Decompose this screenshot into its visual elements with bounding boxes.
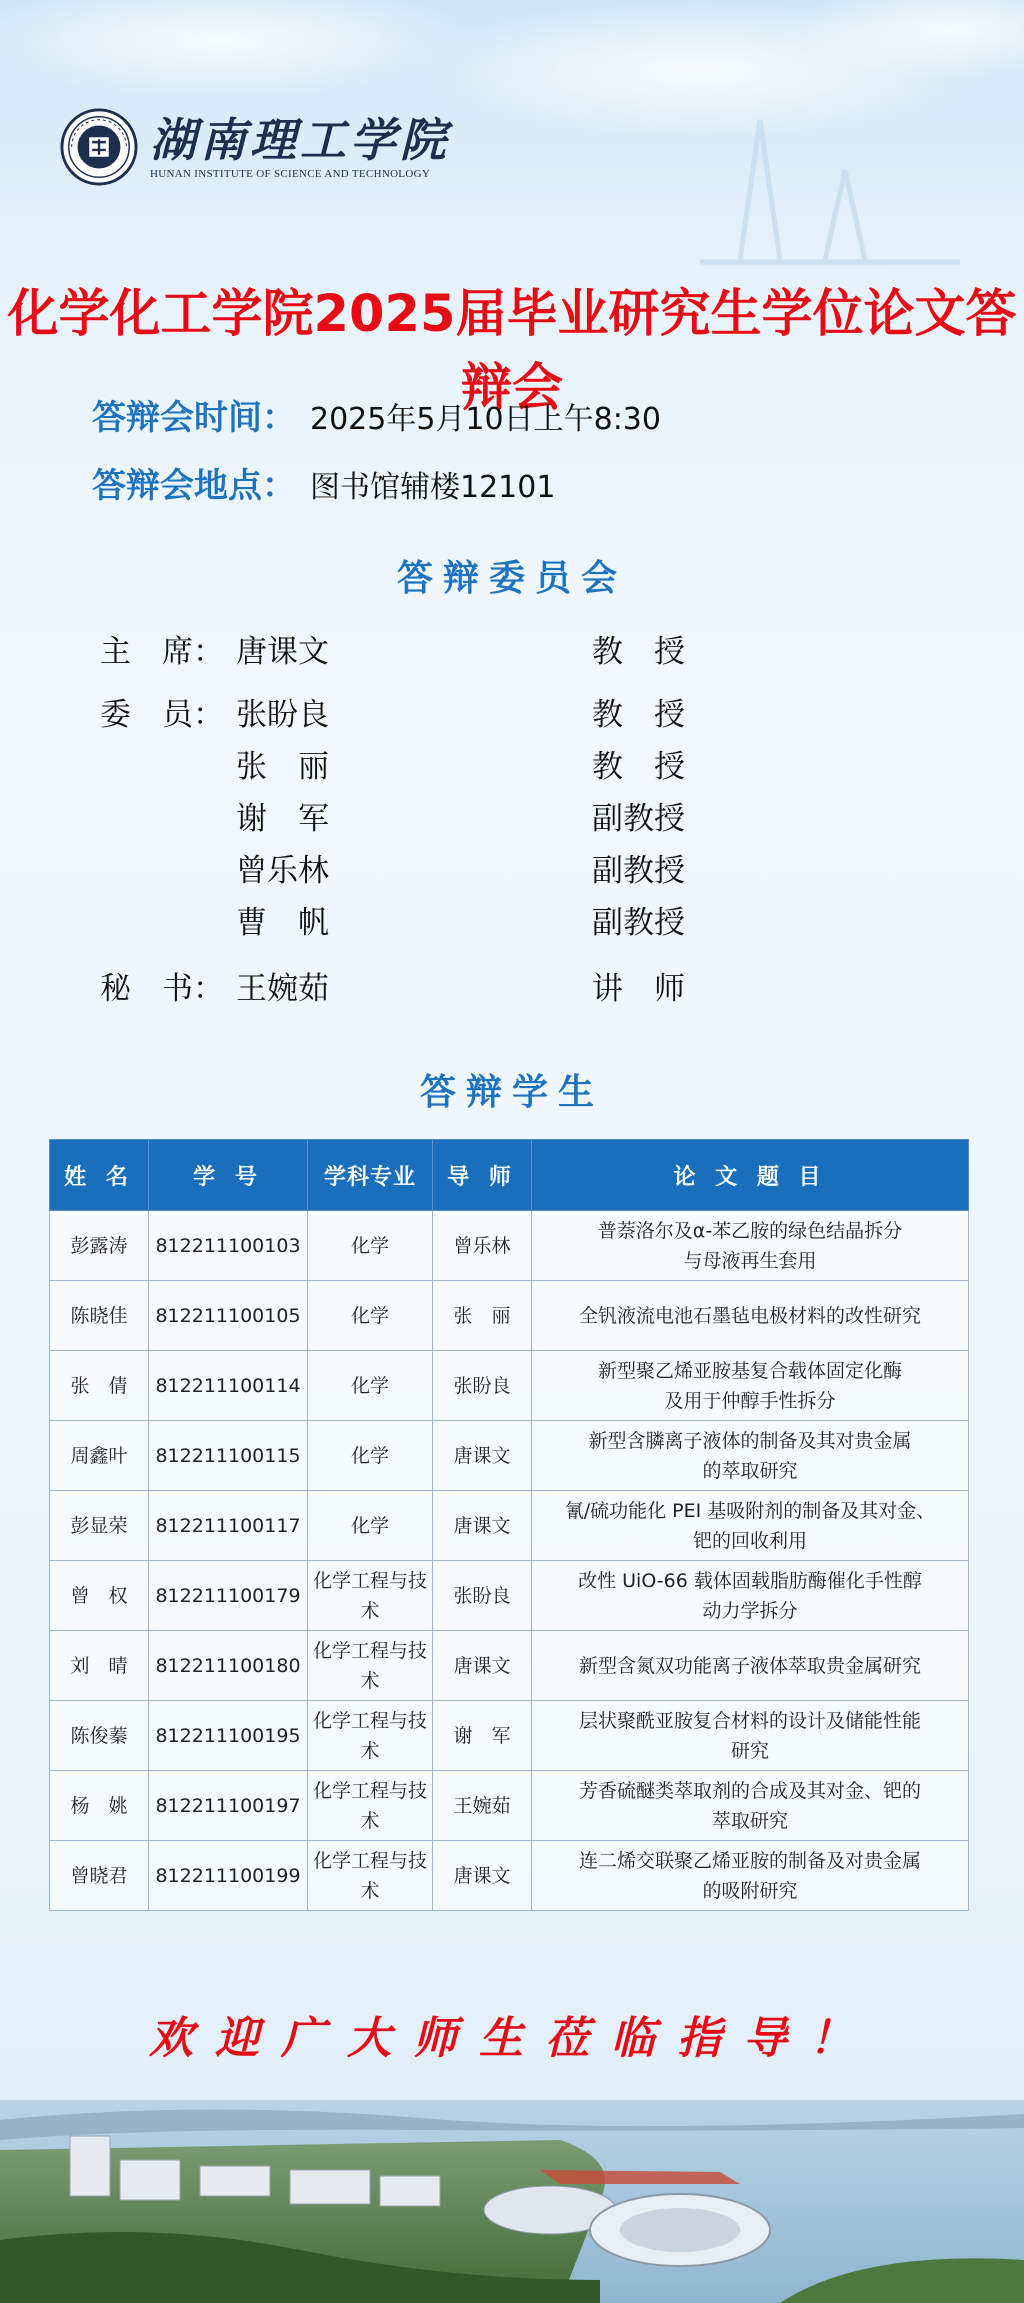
thesis-topic	[532, 1491, 969, 1561]
students-table	[49, 1139, 969, 1911]
welcome-banner: 欢迎广大师生莅临指导！	[149, 2013, 875, 2064]
table-row	[50, 1771, 969, 1841]
student-major: 化学工程与技术	[308, 1841, 433, 1911]
student-name: 周鑫叶	[50, 1421, 149, 1491]
thesis-topic-line: 新型含氮双功能离子液体萃取贵金属研究	[578, 1654, 921, 1677]
thesis-topic-line: 研究	[730, 1739, 769, 1762]
committee-role: 委 员：	[100, 697, 224, 733]
table-row	[50, 1351, 969, 1421]
committee-member: 曾乐林	[236, 853, 329, 889]
committee-role: 主 席：	[100, 634, 224, 670]
student-id: 812211100103	[149, 1211, 308, 1281]
school-name-en: HUNAN INSTITUTE OF SCIENCE AND TECHNOLOGY	[150, 168, 431, 180]
student-major: 化学工程与技术	[308, 1561, 433, 1631]
thesis-topic	[532, 1561, 969, 1631]
committee-title: 副教授	[592, 905, 685, 941]
students-heading: 答辩学生	[419, 1071, 604, 1113]
student-major: 化学	[308, 1211, 433, 1281]
bridge-icon	[700, 120, 960, 262]
thesis-topic	[532, 1631, 969, 1701]
student-name: 曾晓君	[50, 1841, 149, 1911]
student-major: 化学	[308, 1491, 433, 1561]
student-id: 812211100197	[149, 1771, 308, 1841]
student-advisor: 唐课文	[433, 1421, 532, 1491]
committee-role: 秘 书：	[100, 971, 224, 1007]
committee-title: 教 授	[592, 749, 685, 785]
column-header: 导 师	[433, 1140, 532, 1211]
thesis-topic-line: 改性 UiO-66 载体固载脂肪酶催化手性醇	[578, 1569, 922, 1592]
table-row	[50, 1211, 969, 1281]
column-header: 姓 名	[50, 1140, 149, 1211]
student-name: 张 倩	[50, 1351, 149, 1421]
time-value: 2025年5月10日上午8:30	[310, 402, 661, 437]
thesis-topic-line: 动力学拆分	[702, 1599, 798, 1622]
column-header: 学科专业	[308, 1140, 433, 1211]
student-id: 812211100179	[149, 1561, 308, 1631]
defense-place	[92, 458, 555, 507]
thesis-topic	[532, 1421, 969, 1491]
thesis-topic	[532, 1281, 969, 1351]
student-id: 812211100199	[149, 1841, 308, 1911]
defense-time	[92, 390, 661, 439]
table-header-row	[50, 1140, 969, 1211]
table-row	[50, 1491, 969, 1561]
committee-row	[100, 897, 920, 939]
thesis-topic	[532, 1701, 969, 1771]
student-advisor: 王婉茹	[433, 1771, 532, 1841]
thesis-topic-line: 全钒液流电池石墨毡电极材料的改性研究	[578, 1304, 921, 1327]
thesis-topic	[532, 1841, 969, 1911]
campus-aerial-image	[0, 2080, 1024, 2303]
committee-row	[100, 741, 920, 783]
student-advisor: 唐课文	[433, 1491, 532, 1561]
committee-member: 张盼良	[236, 697, 329, 733]
student-major: 化学	[308, 1351, 433, 1421]
student-id: 812211100105	[149, 1281, 308, 1351]
table-row	[50, 1281, 969, 1351]
thesis-topic-line: 钯的回收利用	[692, 1529, 807, 1552]
thesis-topic-line: 氰/硫功能化 PEI 基吸附剂的制备及其对金、	[564, 1499, 936, 1522]
thesis-topic-line: 的吸附研究	[702, 1879, 798, 1902]
student-advisor: 张盼良	[433, 1351, 532, 1421]
column-header: 学 号	[149, 1140, 308, 1211]
table-row	[50, 1561, 969, 1631]
student-id: 812211100180	[149, 1631, 308, 1701]
student-name: 彭显荣	[50, 1491, 149, 1561]
student-advisor: 张 丽	[433, 1281, 532, 1351]
committee-title: 教 授	[592, 697, 685, 733]
student-name: 陈晓佳	[50, 1281, 149, 1351]
table-row	[50, 1701, 969, 1771]
committee-row	[100, 689, 920, 731]
committee-row	[100, 626, 920, 668]
committee-title: 副教授	[592, 853, 685, 889]
student-advisor: 张盼良	[433, 1561, 532, 1631]
student-major: 化学	[308, 1281, 433, 1351]
student-advisor: 唐课文	[433, 1841, 532, 1911]
committee-heading: 答辩委员会	[396, 557, 627, 599]
school-emblem-icon	[60, 108, 138, 186]
student-name: 杨 姚	[50, 1771, 149, 1841]
student-name: 彭露涛	[50, 1211, 149, 1281]
student-advisor: 谢 军	[433, 1701, 532, 1771]
thesis-topic-line: 芳香硫醚类萃取剂的合成及其对金、钯的	[578, 1779, 921, 1802]
committee-title: 讲 师	[592, 971, 685, 1007]
thesis-topic	[532, 1351, 969, 1421]
committee-title: 副教授	[592, 801, 685, 837]
thesis-topic-line: 萃取研究	[711, 1809, 788, 1832]
committee-member: 王婉茹	[236, 971, 329, 1007]
school-name-cn: 湖南理工学院	[150, 113, 450, 167]
student-name: 陈俊蓁	[50, 1701, 149, 1771]
school-logo	[60, 108, 450, 186]
committee-member: 张 丽	[236, 749, 329, 785]
place-label: 答辩会地点：	[92, 466, 296, 506]
thesis-topic-line: 新型含膦离子液体的制备及其对贵金属	[588, 1429, 912, 1452]
student-major: 化学工程与技术	[308, 1771, 433, 1841]
thesis-topic	[532, 1771, 969, 1841]
student-id: 812211100117	[149, 1491, 308, 1561]
thesis-topic	[532, 1211, 969, 1281]
committee-member: 曹 帆	[236, 905, 329, 941]
table-row	[50, 1631, 969, 1701]
table-row	[50, 1841, 969, 1911]
student-advisor: 曾乐林	[433, 1211, 532, 1281]
committee-row	[100, 963, 920, 1005]
student-name: 刘 晴	[50, 1631, 149, 1701]
table-row	[50, 1421, 969, 1491]
thesis-topic-line: 的萃取研究	[702, 1459, 798, 1482]
committee-row	[100, 845, 920, 887]
student-id: 812211100195	[149, 1701, 308, 1771]
thesis-topic-line: 与母液再生套用	[683, 1249, 817, 1272]
student-major: 化学工程与技术	[308, 1701, 433, 1771]
thesis-topic-line: 及用于仲醇手性拆分	[664, 1389, 836, 1412]
student-advisor: 唐课文	[433, 1631, 532, 1701]
student-major: 化学工程与技术	[308, 1631, 433, 1701]
student-name: 曾 权	[50, 1561, 149, 1631]
committee-title: 教 授	[592, 634, 685, 670]
page-title: 化学化工学院2025届毕业研究生学位论文答辩会	[7, 285, 1017, 418]
time-label: 答辩会时间：	[92, 398, 296, 438]
student-id: 812211100115	[149, 1421, 308, 1491]
student-id: 812211100114	[149, 1351, 308, 1421]
committee-member: 唐课文	[236, 634, 329, 670]
thesis-topic-line: 新型聚乙烯亚胺基复合载体固定化酶	[597, 1359, 902, 1382]
student-major: 化学	[308, 1421, 433, 1491]
committee-member: 谢 军	[236, 801, 329, 837]
place-value: 图书馆辅楼12101	[310, 470, 556, 505]
thesis-topic-line: 连二烯交联聚乙烯亚胺的制备及对贵金属	[578, 1849, 921, 1872]
committee-row	[100, 793, 920, 835]
column-header: 论 文 题 目	[532, 1140, 969, 1211]
thesis-topic-line: 普萘洛尔及α-苯乙胺的绿色结晶拆分	[597, 1219, 903, 1242]
thesis-topic-line: 层状聚酰亚胺复合材料的设计及储能性能	[578, 1709, 921, 1732]
